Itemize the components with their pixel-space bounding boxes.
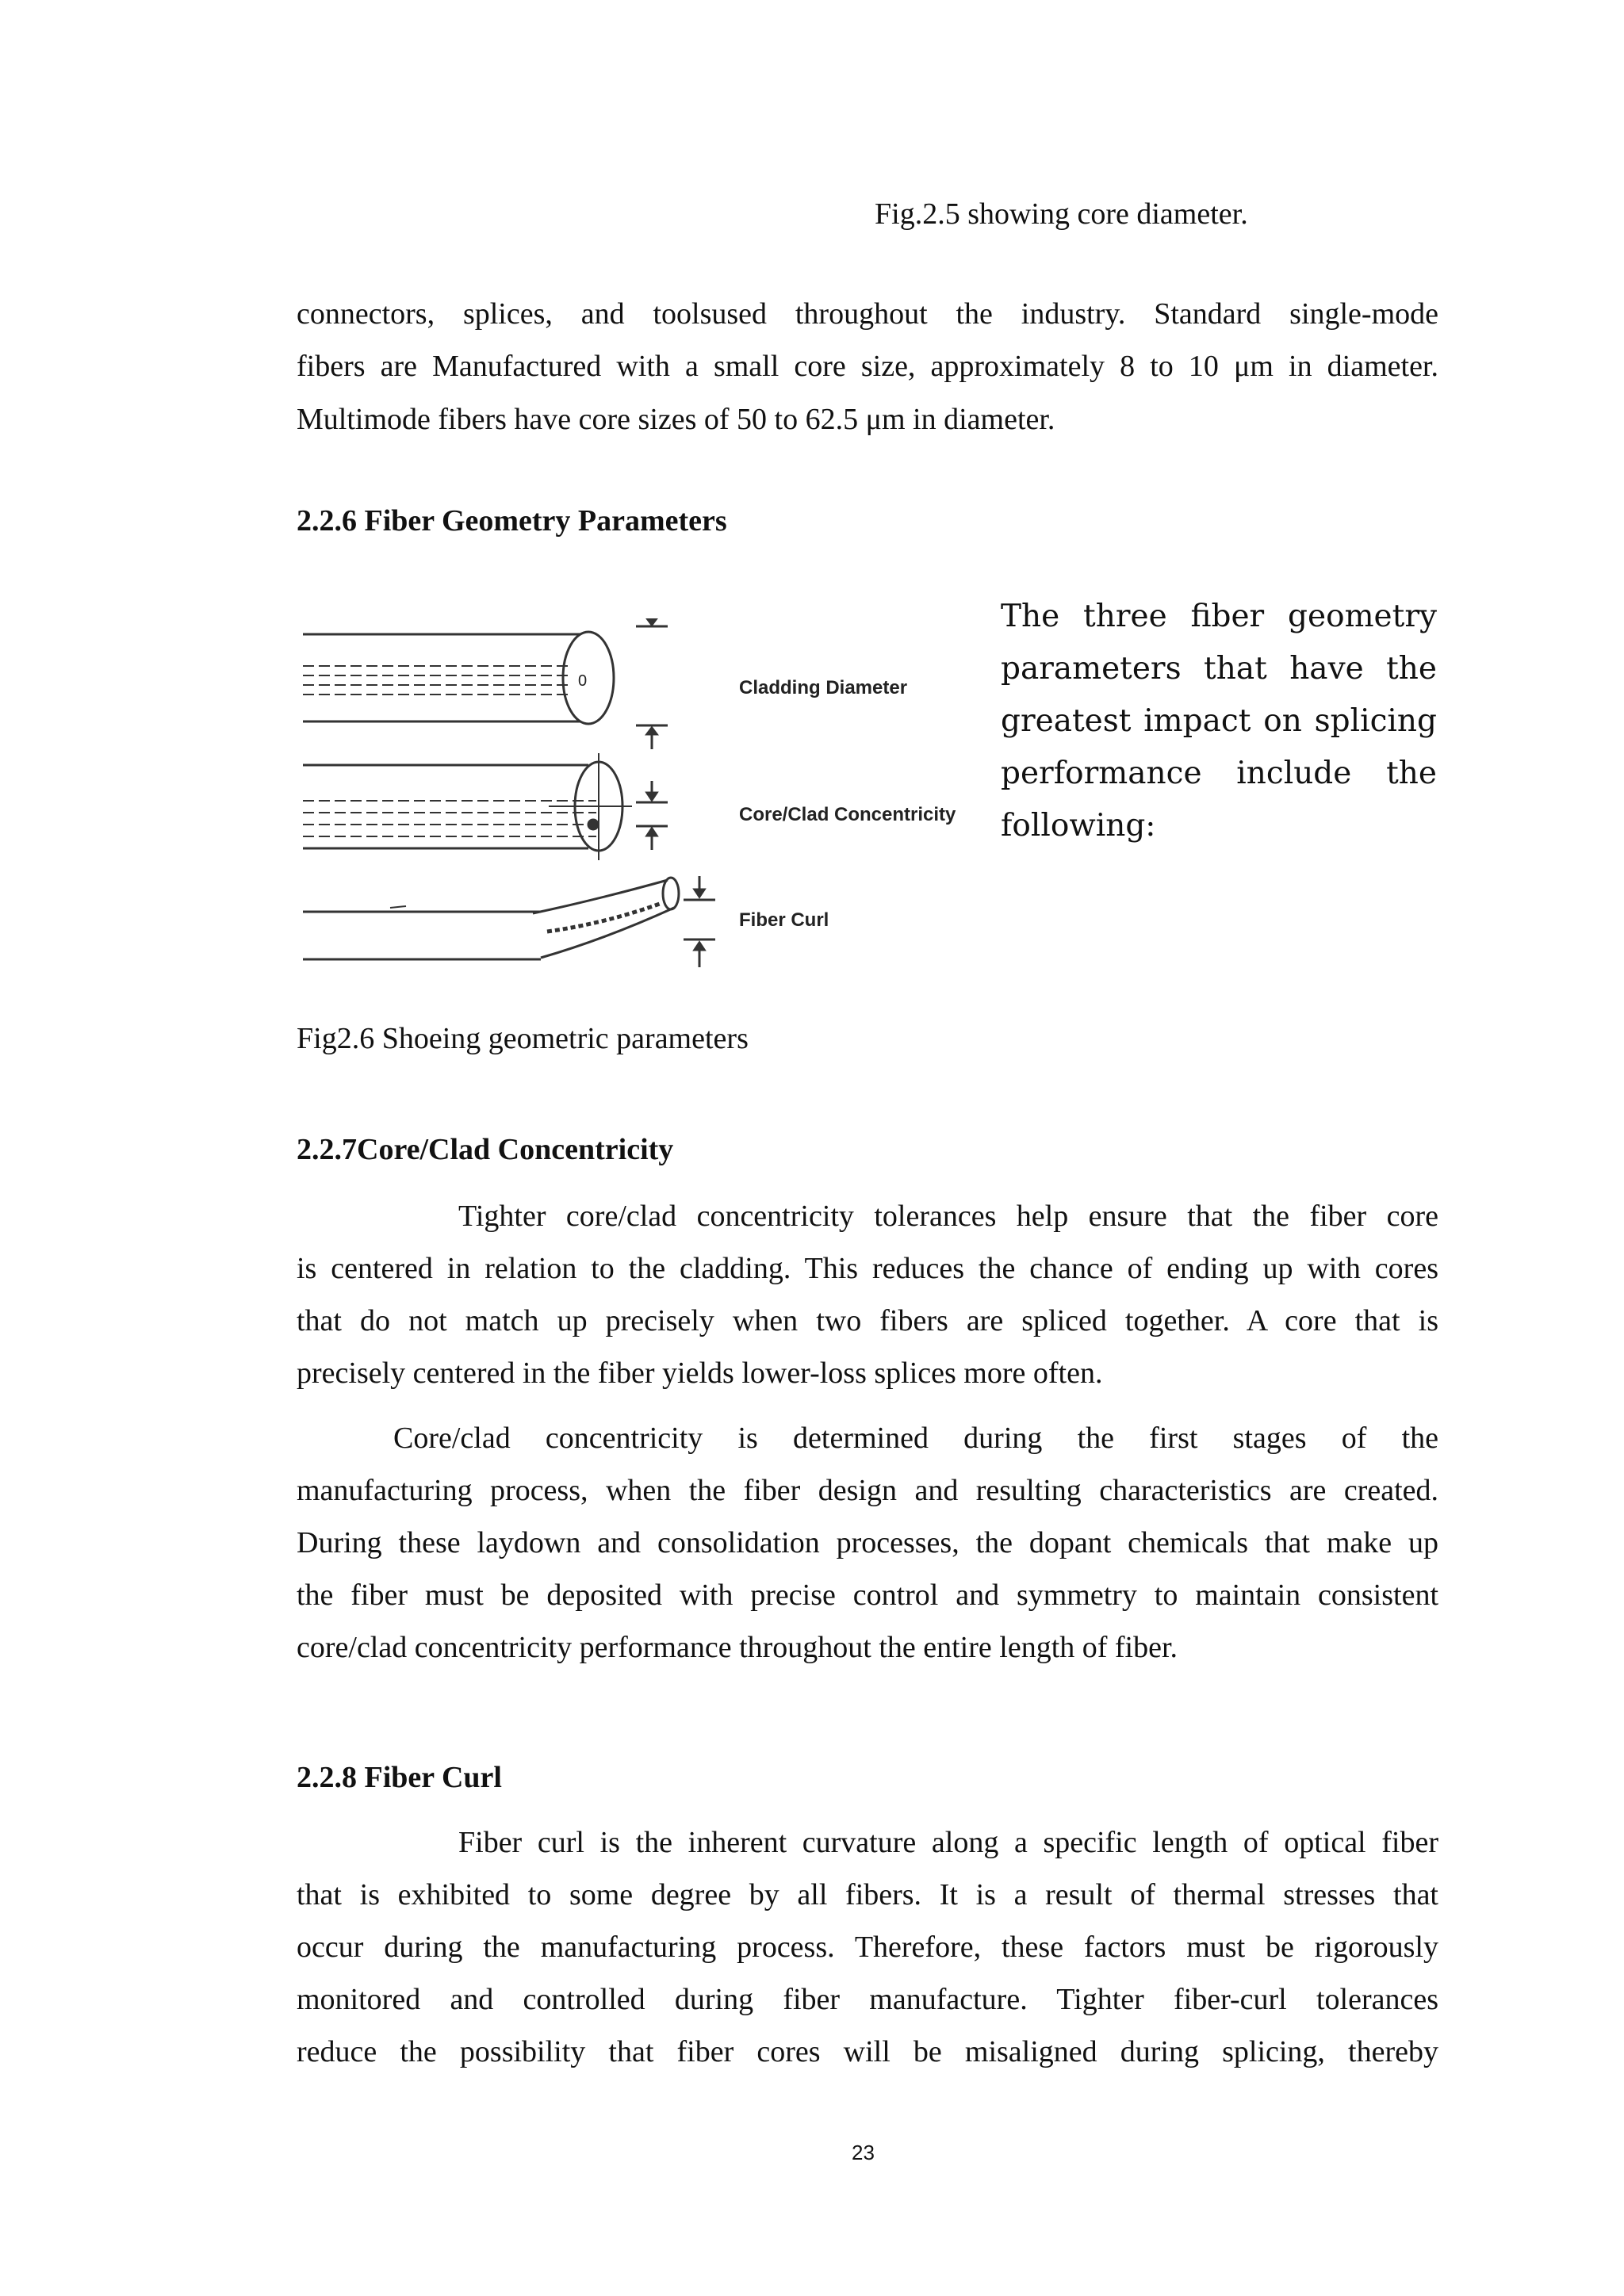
section-227-heading: 2.2.7Core/Clad Concentricity [297,1133,674,1166]
s227-p1-line-3: that do not match up precisely when two fibers are spliced together. A core that is [297,1304,1438,1337]
cladding-dimension-arrows [636,618,668,749]
s228-line-4: monitored and controlled during fiber manufacture. Tighter fiber-curl tolerances [297,1983,1438,2016]
s228-line-1: Fiber curl is the inherent curvature along a specific length of optical fiber [458,1826,1438,1859]
cladding-fiber-drawing [303,632,614,724]
figure-2-6-caption: Fig2.6 Shoeing geometric parameters [297,1022,749,1055]
s228-line-5: reduce the possibility that fiber cores will be misaligned during splicing, thereby [297,2035,1438,2068]
s227-p1-line-2: is centered in relation to the cladding. This reduces the chance of ending up with cores [297,1252,1438,1285]
curl-fiber-drawing [303,878,679,959]
section-228-heading: 2.2.8 Fiber Curl [297,1761,502,1794]
figure-2-5-caption: Fig.2.5 showing core diameter. [875,197,1248,231]
cladding-diameter-label: Cladding Diameter [739,677,908,698]
core-clad-concentricity-label: Core/Clad Concentricity [739,804,956,825]
side-text-line-3: greatest impact on splicing [1001,703,1437,739]
s227-p2-line-4: the fiber must be deposited with precise control and symmetry to maintain consistent [297,1578,1438,1612]
s227-p2-line-3: During these laydown and consolidation processes, the dopant chemicals that make up [297,1526,1438,1559]
fiber-geometry-diagram [295,618,977,991]
cladding-marker: 0 [578,672,588,690]
side-text-line-1: The three fiber geometry [1001,599,1437,634]
page-number: 23 [852,2141,875,2164]
s228-line-3: occur during the manufacturing process. Therefore, these factors must be rigorously [297,1931,1438,1964]
s227-p2-line-2: manufacturing process, when the fiber design and resulting characteristics are created. [297,1474,1438,1507]
curl-dimension-arrows [684,876,715,967]
s228-line-2: that is exhibited to some degree by all fibers. It is a result of thermal stresses that [297,1878,1438,1911]
fiber-curl-label: Fiber Curl [739,909,829,931]
concentricity-dimension-arrows [636,781,668,850]
section-226-side-text [1001,591,1437,852]
side-text-line-2: parameters that have the [1001,651,1437,687]
s227-p1-line-1: Tighter core/clad concentricity tolerances help ensure that the fiber core [458,1200,1438,1233]
side-text-line-4: performance include the [1001,756,1437,791]
intro-line-3: Multimode fibers have core sizes of 50 to 62.5 μm in diameter. [297,403,1055,436]
s227-p1-line-4: precisely centered in the fiber yields lower-loss splices more often. [297,1357,1103,1390]
side-text-line-5: following: [1001,808,1156,844]
intro-line-2: fibers are Manufactured with a small core size, approximately 8 to 10 μm in diameter. [297,350,1438,383]
s227-p2-line-5: core/clad concentricity performance throughout the entire length of fiber. [297,1631,1178,1664]
concentricity-fiber-drawing [303,753,632,860]
s227-p2-line-1: Core/clad concentricity is determined during the first stages of the [393,1422,1438,1455]
intro-line-1: connectors, splices, and toolsused throughout the industry. Standard single-mode [297,297,1438,331]
section-226-heading: 2.2.6 Fiber Geometry Parameters [297,504,727,538]
